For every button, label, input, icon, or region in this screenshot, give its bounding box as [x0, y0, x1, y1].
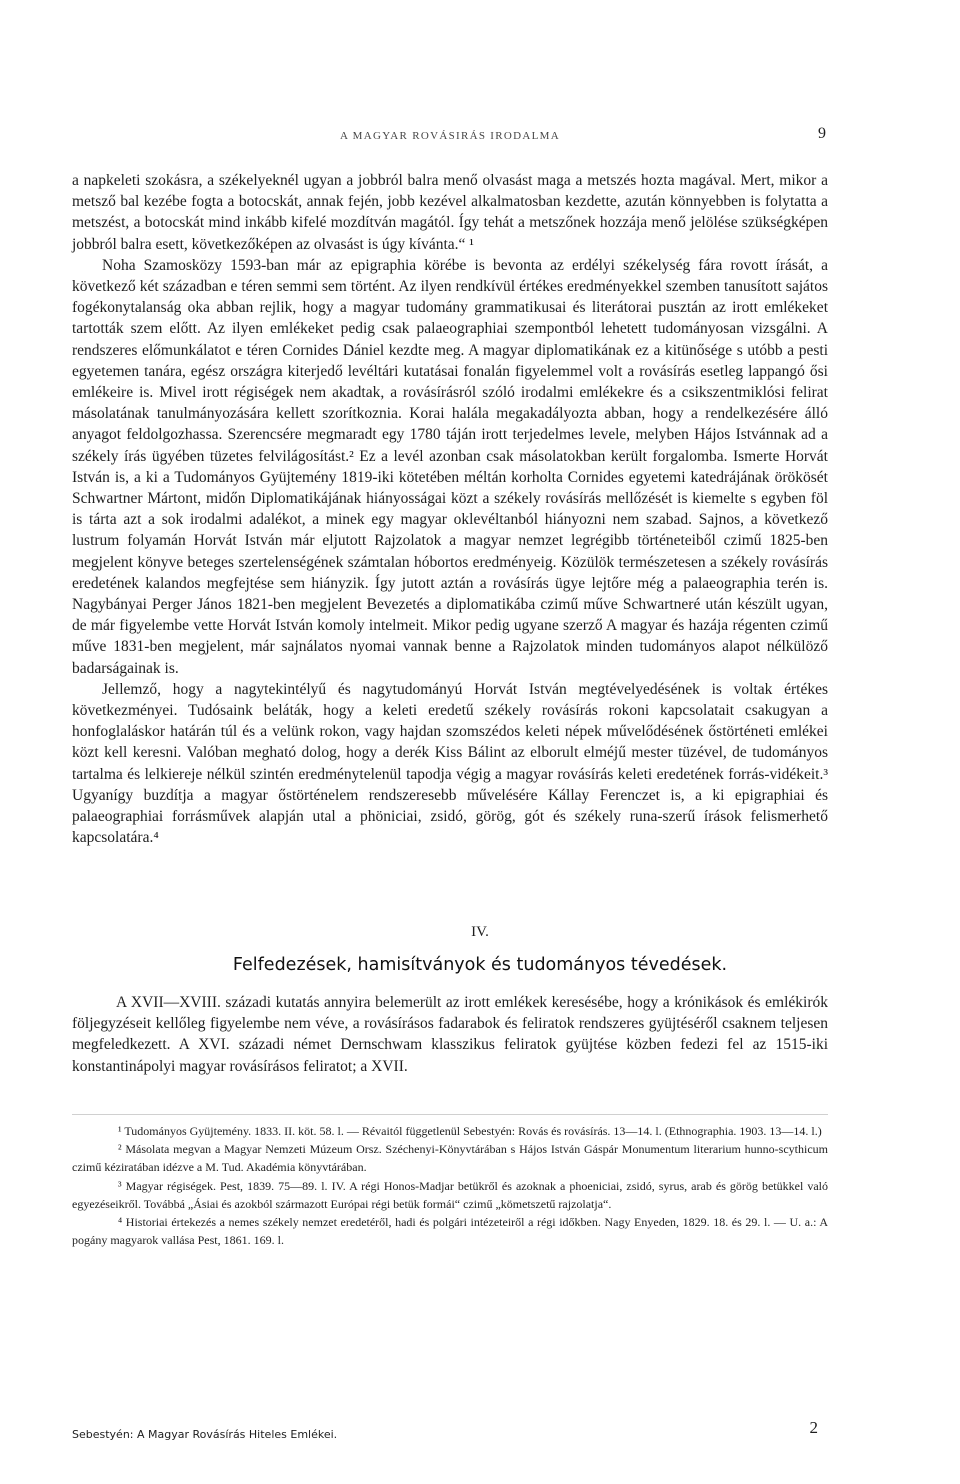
paragraph: A XVII—XVIII. századi kutatás annyira belemerült az irott emlékek keresésébe, hogy a krónikások és emlékirók följegyzéseit kellőleg figyelembe nem véve, a rovásírásos fadarabok és feliratok rendszeres gyüjtéséről csaknem teljesen megfeledkezett. A XVI. századi német Dernschwam klasszikus feliratok gyüjtése közben fedezi fel az 1515-iki konstantinápolyi magyar rovásírásos feliratot; a XVII. — [72, 994, 828, 1075]
footer-credit: Sebestyén: A Magyar Rovásírás Hiteles Emlékei. — [72, 1428, 338, 1441]
section-text — [72, 992, 828, 1077]
footnote: ⁴ Historiai értekezés a nemes székely nemzet eredetéről, hadi és polgári intézeteiről a régi időkben. Nagy Enyeden, 1829. 18. és 29. l. — U. a.: A pogány magyarok vallása Pest, 1861. 169. l. — [72, 1215, 828, 1248]
page-number: 9 — [818, 125, 826, 142]
page-footer — [72, 1418, 828, 1448]
running-title: A MAGYAR ROVÁSIRÁS IRODALMA — [340, 130, 560, 142]
section-number: IV. — [471, 924, 489, 940]
paragraph: a napkeleti szokásra, a székelyeknél ugyan a jobbról balra menő olvasást maga a metszés hozta magával. Mert, mikor a metsző bal kezébe fogta a botocskát, annak fején, jobb kezével alkalmatosban kezdette, azután könnyebben is folytatta a metszést, a botocskát mind inkább kifelé mozdítván magától. Így tehát a metszőnek hozzája menő jelölése szükségképen jobbról balra esett, következőképen az olvasást is úgy kívánta.“ ¹ — [72, 172, 828, 253]
footnote-divider — [72, 1114, 828, 1115]
footnotes — [72, 1122, 828, 1249]
paragraph: Noha Szamosközy 1593-ban már az epigraphia körébe is bevonta az erdélyi székelység fára rovott írását, a következő két században e téren semmi sem történt. Az ilyen rendkívül értékes eredményekkel szemben tanusított sajátos fogékonytalanság oka abban rejlik, hogy a magyar tudomány grammatikusai és literátorai pusztán az irott emlékeket tartották szem előtt. Az ilyen emlékeket pedig csak palaeographiai szempontból lehetett tudományosan vizsgálni. A rendszeres előmunkálatot e téren Cornides Dániel kezdte meg. A magyar diplomatikának ez a kitünősége s utóbb a pesti egyetemen tanára, egész országra kiterjedő levéltári kutatásai fonalán figyelemmel volt a rovásírás esetleg lappangó ősi emlékeire is. Mivel irott régiségek nem akadtak, a rovásírásról szóló irodalmi emlékekre és a csikszentmiklósi felirat másolatának tanulmányozására kellett szorítkoznia. Korai halála megakadályozta abban, hogy a rendelkezésére álló anyagot feldolgozhassa. Szerencsére megmaradt egy 1780 táján irott terjedelmes levele, melyben Hájos Istvánnak ad a székely írás ügyében tüzetes felvilágosítást.² Ez a levél azonban csak másolatokban került forgalomba. Ismerte Horvát István is, a ki a Tudományos Gyüjtemény 1819-iki kötetében méltán korholta Cornides egyetemi katedrájának örökösét Schwartner Mártont, midőn Diplomatikájának hiányosságai közt a székely rovásírás mellőzését is kiemelte s egyben föl is tárta azt a sok irodalmi adalékot, a minek egy magyar oklevéltanból hiányozni nem szabad. Sajnos, a következő lustrum folyamán Horvát István már eljutott Rajzolatok a magyar nemzet legrégibb történeteiből czimű 1825-ben megjelent könyve beteges szertelenségének számtalan hóbortos eredményeig. Közülök természetesen a székely rovásírás eredetének kalandos megfejtése sem hiányzik. Így jutott aztán a rovásírás ügye lejtőre még a palaeographia terén is. Nagybányai Perger János 1821-ben megjelent Bevezetés a diplomatikába czimű műve Schwartneré után készült ugyan, de már figyelembe vette Horvát István komoly intelmeit. Mikor pedig ugyane szerző A magyar és hazája régenten czimű műve 1831-ben megjelent, már sajnálatos nyomai vannak benne a Rajzolatok minden tudományos alapot nélkülöző badarságainak is. — [72, 256, 828, 677]
signature-mark: 2 — [809, 1418, 818, 1437]
footnote: ³ Magyar régiségek. Pest, 1839. 75—89. l. IV. A régi Honos-Madjar betükről és azoknak a phoeniciai, zsidó, syrus, arab és görög betükkel való egyezéseikről. Továbbá „Ásiai és azokból származott Európai régi betük formái“ czimű „kömetszetű rajzolatja“. — [72, 1178, 828, 1211]
section-title: Felfedezések, hamisítványok és tudományos tévedések. — [232, 955, 728, 975]
footnote: ² Másolata megvan a Magyar Nemzeti Múzeum Orsz. Széchenyi-Könyvtárában s Hájos István Gáspár Monumentum literarium hunno-scythicum czimű kéziratában idézve a M. Tud. Akadémia könyvtárában. — [72, 1142, 828, 1175]
running-header — [72, 125, 828, 150]
footnote: ¹ Tudományos Gyüjtemény. 1833. II. köt. 58. l. — Révaitól függetlenül Sebestyén: Rovás és rovásírás. 13—14. l. (Ethnographia. 1903. 13—14. l.) — [118, 1124, 822, 1138]
paragraph: Jellemző, hogy a nagytekintélyű és nagytudományú Horvát István megtévelyedésének is voltak értékes következményei. Tudósaink beláták, hogy a keleti eredetű székely rovásírás rokoni kapcsolatait csakugyan a honfoglaláskor határán túl és a velünk rokon, vagy hajdan szomszédos keleti népek művelődésének őstörténeti emlékei közt kell keresni. Valóban megható dolog, hogy a derék Kiss Bálint az elborult elméjű mester tüzével, de tudományos tartalma és lelkiereje nélkül szintén eredménytelenül tapodja végig a magyar rovásírás keleti eredetének forrás-vidékeit.³ Ugyanígy buzdítja a magyar őstörténelem rendszeresebb művelésére Kállay Ferenczet is, a ki epigraphiai és palaeographiai forrásművek alapján utal a phöniciai, zsidó, görög, gót és székely runa-szerű írások felismerhető kapcsolatára.⁴ — [72, 680, 828, 847]
body-text — [72, 170, 828, 849]
